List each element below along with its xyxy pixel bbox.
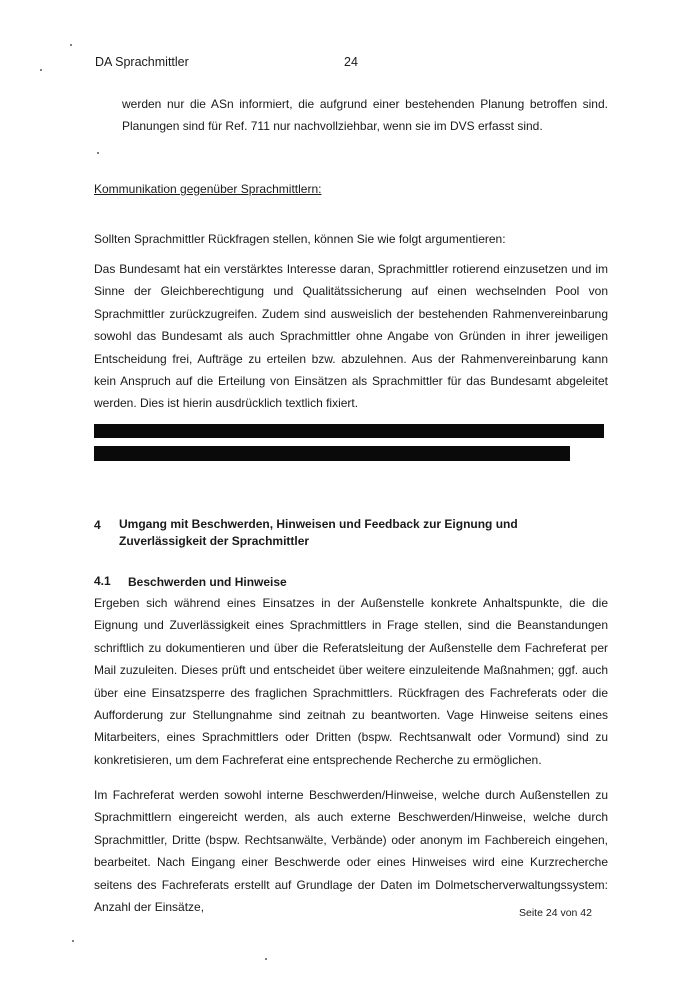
section-4-1-heading: Beschwerden und Hinweise (128, 575, 287, 589)
communication-lead: Sollten Sprachmittler Rückfragen stellen, können Sie wie folgt argumentieren: (94, 232, 506, 246)
section-4-heading: Umgang mit Beschwerden, Hinweisen und Feedback zur Eignung und Zuverlässigkeit der Sprachmittler (119, 517, 518, 548)
scan-speck (265, 958, 267, 960)
section-4-1-paragraph-1: Ergeben sich während eines Einsatzes in der Außenstelle konkrete Anhaltspunkte, die die Eignung und Zuverlässigkeit eines Sprachmittlers in Frage stellen, sind die Beanstandungen schriftlich zu dokumentieren und über die Referatsleitung der Außenstelle dem Fachreferat per Mail zuzuleiten. Dieses prüft und entscheidet über weitere einzuleitende Maßnahmen; ggf. auch über eine Einsatzsperre des fraglichen Sprachmittlers. Rückfragen des Fachreferats oder die Aufforderung zur Stellungnahme sind zeitnah zu beantworten. Vage Hinweise seitens eines Mitarbeiters, eines Sprachmittlers oder Dritten (bspw. Rechtsanwalt oder Vormund) sind zu konkretisieren, um dem Fachreferat eine entsprechende Recherche zu ermöglichen. (94, 596, 608, 767)
intro-paragraph: werden nur die ASn informiert, die aufgrund einer bestehenden Planung betroffen sind. Planungen sind für Ref. 711 nur nachvollziehbar, wenn sie im DVS erfasst sind. (122, 97, 608, 134)
communication-body: Das Bundesamt hat ein verstärktes Interesse daran, Sprachmittler rotierend einzusetzen und im Sinne der Gleichberechtigung und Qualitätssicherung auf einen wechselnden Pool von Sprachmittler zurückzugreifen. Zudem sind ausweislich der bestehenden Rahmenvereinbarung sowohl das Bundesamt als auch Sprachmittler ohne Angabe von Gründen in ihrer jeweiligen Entscheidung frei, Aufträge zu erteilen bzw. abzulehnen. Aus der Rahmenvereinbarung kann kein Anspruch auf die Erteilung von Einsätzen als Sprachmittler für das Bundesamt abgeleitet werden. Dies ist hierin ausdrücklich textlich fixiert. (94, 262, 608, 411)
header-page-number: 24 (344, 55, 358, 69)
header-document-title: DA Sprachmittler (95, 55, 189, 69)
scan-speck (72, 940, 74, 942)
section-4-1-paragraph-2: Im Fachreferat werden sowohl interne Beschwerden/Hinweise, welche durch Außenstellen zu Sprachmittlern eingereicht werden, als auch externe Beschwerden/Hinweise, welche durch Sprachmittler, Dritte (bspw. Rechtsanwälte, Verbände) oder anonym im Fachbereich eingehen, bearbeitet. Nach Eingang einer Beschwerde oder eines Hinweises wird eine Kurzrecherche seitens des Fachreferats erstellt auf Grundlage der Daten im Dolmetscherverwaltungssystem: Anzahl der Einsätze, (94, 788, 608, 915)
redaction-bar (94, 446, 570, 461)
redaction-bar (94, 424, 604, 438)
scan-speck (97, 152, 99, 154)
section-4-number: 4 (94, 518, 101, 532)
footer-page-label: Seite 24 von 42 (519, 907, 592, 919)
communication-heading: Kommunikation gegenüber Sprachmittlern: (94, 182, 322, 196)
scan-speck (40, 69, 42, 71)
scan-speck (70, 44, 72, 46)
section-4-1-number: 4.1 (94, 574, 111, 588)
